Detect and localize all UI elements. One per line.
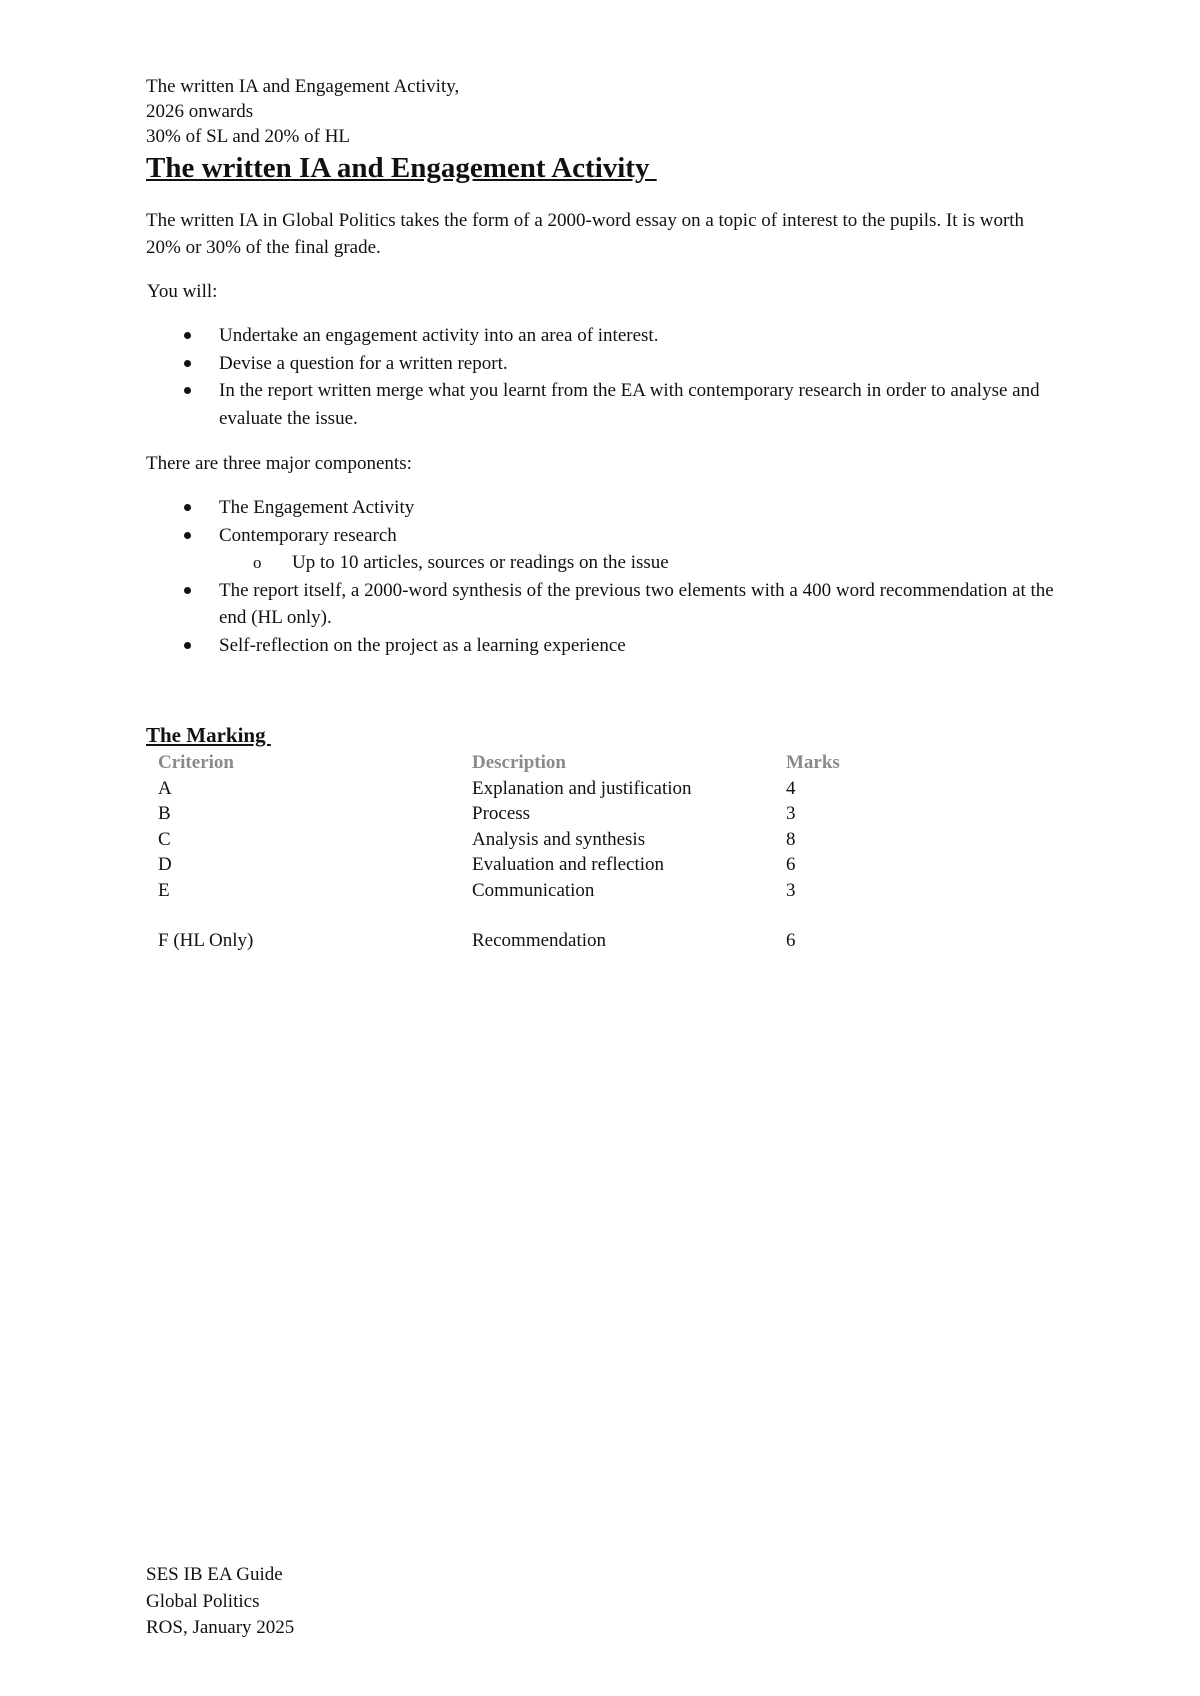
criterion-cell: A	[158, 777, 172, 799]
list-item	[146, 522, 1066, 577]
you-will-label: You will:	[147, 281, 218, 302]
list-item-text: Undertake an engagement activity into an area of interest.	[219, 325, 659, 346]
header-criterion: Criterion	[158, 752, 234, 773]
list-item-text: The Engagement Activity	[219, 497, 415, 518]
document-header	[146, 74, 459, 149]
components-label: There are three major components:	[146, 453, 412, 474]
criterion-cell: B	[158, 803, 171, 824]
circle-bullet-icon: o	[253, 553, 262, 572]
list-item-text: Contemporary research	[219, 524, 397, 546]
marks-cell: 4	[786, 777, 796, 799]
bullet-icon	[184, 642, 191, 649]
table-row	[146, 852, 906, 878]
marking-heading: The Marking	[146, 723, 271, 747]
sub-list	[219, 549, 1066, 577]
criterion-cell: D	[158, 854, 172, 875]
criterion-cell: F (HL Only)	[158, 930, 254, 951]
bullet-icon	[184, 587, 191, 594]
sub-list-item	[219, 549, 1066, 577]
list-item	[146, 322, 1066, 350]
marking-table	[146, 750, 906, 954]
footer-line-3: ROS, January 2025	[146, 1617, 295, 1638]
components-list	[146, 494, 1066, 659]
header-line-1: The written IA and Engagement Activity,	[146, 76, 460, 97]
list-item-text: In the report written merge what you learnt from the EA with contemporary research in order to analyse and evaluate the issue.	[219, 380, 1040, 429]
sub-list-item-text: Up to 10 articles, sources or readings on the issue	[292, 552, 669, 573]
page-title: The written IA and Engagement Activity	[146, 152, 657, 184]
list-item-text: The report itself, a 2000-word synthesis of the previous two elements with a 400 word recommendation at the end (HL only).	[219, 579, 1054, 628]
list-item-text: Self-reflection on the project as a learning experience	[219, 634, 626, 656]
description-cell: Process	[472, 803, 531, 824]
list-item	[146, 377, 1066, 432]
list-item	[146, 577, 1066, 632]
marks-cell: 3	[786, 879, 796, 901]
list-item-text: Devise a question for a written report.	[219, 352, 508, 374]
description-cell: Recommendation	[472, 930, 607, 951]
description-cell: Evaluation and reflection	[472, 854, 665, 875]
bullet-icon	[184, 387, 191, 394]
header-marks: Marks	[786, 752, 840, 773]
marks-cell: 3	[786, 803, 796, 824]
bullet-icon	[184, 360, 191, 367]
you-will-list	[146, 322, 1066, 432]
table-header-row	[146, 750, 906, 776]
list-item	[146, 350, 1066, 378]
bullet-icon	[184, 532, 191, 539]
description-cell: Explanation and justification	[472, 777, 692, 799]
criterion-cell: E	[158, 879, 170, 901]
marks-cell: 6	[786, 930, 796, 951]
marks-cell: 6	[786, 854, 796, 875]
description-cell: Analysis and synthesis	[472, 828, 646, 850]
table-row	[146, 801, 906, 827]
header-line-3: 30% of SL and 20% of HL	[146, 126, 351, 147]
list-item	[146, 494, 1066, 522]
description-cell: Communication	[472, 879, 595, 901]
table-row	[146, 827, 906, 853]
intro-paragraph: The written IA in Global Politics takes the form of a 2000-word essay on a topic of interest to the pupils. It is worth 20% or 30% of the final grade.	[146, 210, 1025, 258]
footer-line-2: Global Politics	[146, 1590, 260, 1612]
list-item	[146, 632, 1066, 660]
table-row	[146, 776, 906, 802]
marks-cell: 8	[786, 828, 796, 850]
table-row	[146, 878, 906, 904]
header-description: Description	[472, 752, 566, 773]
table-row-hl	[146, 928, 906, 954]
bullet-icon	[184, 332, 191, 339]
header-line-2: 2026 onwards	[146, 101, 254, 122]
bullet-icon	[184, 504, 191, 511]
document-footer	[146, 1562, 294, 1642]
footer-line-1: SES IB EA Guide	[146, 1564, 283, 1585]
criterion-cell: C	[158, 828, 171, 850]
table-spacer-row	[146, 903, 906, 928]
